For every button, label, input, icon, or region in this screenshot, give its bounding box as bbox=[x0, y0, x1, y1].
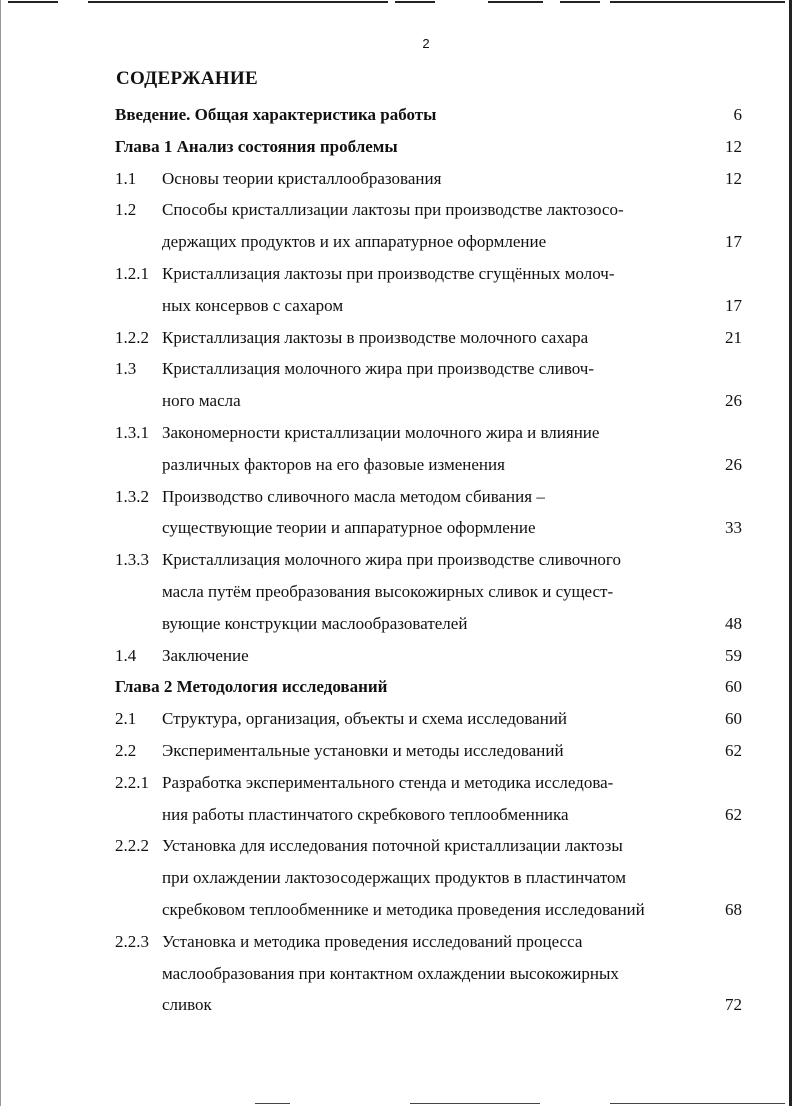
toc-entry-text: Установка для исследования поточной кристаллизации лактозы bbox=[162, 836, 623, 856]
toc-entry-text: Закономерности кристаллизации молочного жира и влияние bbox=[162, 422, 600, 442]
table-of-contents bbox=[0, 99, 792, 1021]
toc-chapter-title: Введение. Общая характеристика работы bbox=[115, 105, 437, 124]
toc-line bbox=[0, 799, 792, 831]
toc-line bbox=[0, 194, 792, 226]
toc-line bbox=[0, 131, 792, 163]
toc-entry-text: Разработка экспериментального стенда и методика исследова- bbox=[162, 772, 614, 792]
toc-entry-text: сливок bbox=[162, 995, 212, 1015]
toc-line bbox=[0, 163, 792, 195]
toc-line bbox=[0, 767, 792, 799]
toc-entry-text: масла путём преобразования высокожирных сливок и сущест- bbox=[162, 581, 614, 601]
toc-page-number: 72 bbox=[725, 995, 742, 1015]
toc-entry-text: маслообразования при контактном охлаждении высокожирных bbox=[162, 963, 619, 983]
toc-entry-number: 1.3.3 bbox=[115, 550, 149, 570]
toc-page-number: 6 bbox=[733, 105, 742, 124]
toc-chapter-title: Глава 2 Методология исследований bbox=[115, 677, 388, 697]
toc-page-number: 33 bbox=[725, 518, 742, 538]
toc-page-number: 12 bbox=[725, 168, 742, 188]
scan-artifact-bottom bbox=[0, 1100, 792, 1106]
toc-page-number: 60 bbox=[725, 677, 742, 697]
toc-entry-text: Установка и методика проведения исследований процесса bbox=[162, 931, 583, 951]
toc-line bbox=[0, 353, 792, 385]
toc-page-number: 26 bbox=[725, 391, 742, 411]
toc-entry-text: Способы кристаллизации лактозы при производстве лактозосо- bbox=[162, 200, 624, 220]
toc-entry-text: Кристаллизация молочного жира при производстве сливочного bbox=[162, 550, 621, 570]
toc-line bbox=[0, 989, 792, 1021]
toc-line bbox=[0, 226, 792, 258]
toc-line bbox=[0, 290, 792, 322]
toc-entry-text: Кристаллизация молочного жира при производстве сливоч- bbox=[162, 359, 594, 379]
toc-page-number: 21 bbox=[725, 327, 742, 347]
toc-line bbox=[0, 322, 792, 354]
toc-entry-number: 1.2.2 bbox=[115, 327, 149, 347]
toc-line bbox=[0, 481, 792, 513]
scan-artifact-top bbox=[0, 0, 792, 6]
toc-entry-text: существующие теории и аппаратурное оформление bbox=[162, 518, 536, 538]
toc-page-number: 17 bbox=[725, 232, 742, 252]
toc-entry-text: Заключение bbox=[162, 645, 249, 665]
page-number: 2 bbox=[422, 36, 430, 51]
toc-entry-number: 1.1 bbox=[115, 168, 137, 188]
toc-line bbox=[0, 735, 792, 767]
toc-line bbox=[0, 449, 792, 481]
toc-entry-number: 1.4 bbox=[115, 645, 137, 665]
toc-line bbox=[0, 258, 792, 290]
toc-entry-number: 2.1 bbox=[115, 709, 137, 729]
toc-entry-number: 2.2.3 bbox=[115, 931, 149, 951]
toc-entry-number: 1.3 bbox=[115, 359, 137, 379]
page-title: СОДЕРЖАНИЕ bbox=[116, 68, 258, 89]
toc-entry-number: 2.2 bbox=[115, 740, 137, 760]
toc-line bbox=[0, 894, 792, 926]
toc-entry-text: Производство сливочного масла методом сбивания – bbox=[162, 486, 545, 506]
toc-entry-text: различных факторов на его фазовые изменения bbox=[162, 454, 505, 474]
toc-entry-number: 2.2.2 bbox=[115, 836, 149, 856]
toc-line bbox=[0, 417, 792, 449]
toc-entry-number: 1.3.2 bbox=[115, 486, 149, 506]
toc-page-number: 60 bbox=[725, 709, 742, 729]
toc-line bbox=[0, 703, 792, 735]
toc-page-number: 59 bbox=[725, 645, 742, 665]
toc-line bbox=[0, 608, 792, 640]
toc-line bbox=[0, 862, 792, 894]
toc-entry-text: Кристаллизация лактозы при производстве сгущённых молоч- bbox=[162, 263, 615, 283]
toc-line bbox=[0, 512, 792, 544]
toc-entry-text: держащих продуктов и их аппаратурное оформление bbox=[162, 232, 547, 252]
toc-line bbox=[0, 640, 792, 672]
toc-page-number: 68 bbox=[725, 899, 742, 919]
toc-line bbox=[0, 958, 792, 990]
toc-entry-text: Кристаллизация лактозы в производстве молочного сахара bbox=[162, 327, 589, 347]
toc-entry-text: Основы теории кристаллообразования bbox=[162, 168, 442, 188]
toc-line bbox=[0, 99, 792, 131]
toc-entry-text: ния работы пластинчатого скребкового теплообменника bbox=[162, 804, 569, 824]
toc-line bbox=[0, 926, 792, 958]
toc-entry-number: 2.2.1 bbox=[115, 772, 149, 792]
toc-entry-number: 1.2.1 bbox=[115, 263, 149, 283]
toc-entry-text: при охлаждении лактозосодержащих продуктов в пластинчатом bbox=[162, 868, 626, 888]
toc-page-number: 62 bbox=[725, 804, 742, 824]
toc-entry-text: ных консервов с сахаром bbox=[162, 295, 344, 315]
toc-entry-number: 1.3.1 bbox=[115, 422, 149, 442]
toc-page-number: 62 bbox=[725, 740, 742, 760]
toc-entry-text: Экспериментальные установки и методы исследований bbox=[162, 740, 564, 760]
toc-line bbox=[0, 576, 792, 608]
toc-page-number: 17 bbox=[725, 295, 742, 315]
toc-line bbox=[0, 671, 792, 703]
toc-entry-text: Структура, организация, объекты и схема исследований bbox=[162, 709, 568, 729]
toc-line bbox=[0, 544, 792, 576]
toc-line bbox=[0, 385, 792, 417]
toc-entry-text: ного масла bbox=[162, 391, 241, 411]
toc-page-number: 26 bbox=[725, 454, 742, 474]
toc-entry-text: скребковом теплообменнике и методика проведения исследований bbox=[162, 899, 645, 919]
toc-line bbox=[0, 830, 792, 862]
toc-page-number: 12 bbox=[725, 136, 742, 156]
toc-entry-number: 1.2 bbox=[115, 200, 137, 220]
toc-page-number: 48 bbox=[725, 613, 742, 633]
toc-entry-text: вующие конструкции маслообразователей bbox=[162, 613, 468, 633]
toc-chapter-title: Глава 1 Анализ состояния проблемы bbox=[115, 136, 398, 156]
